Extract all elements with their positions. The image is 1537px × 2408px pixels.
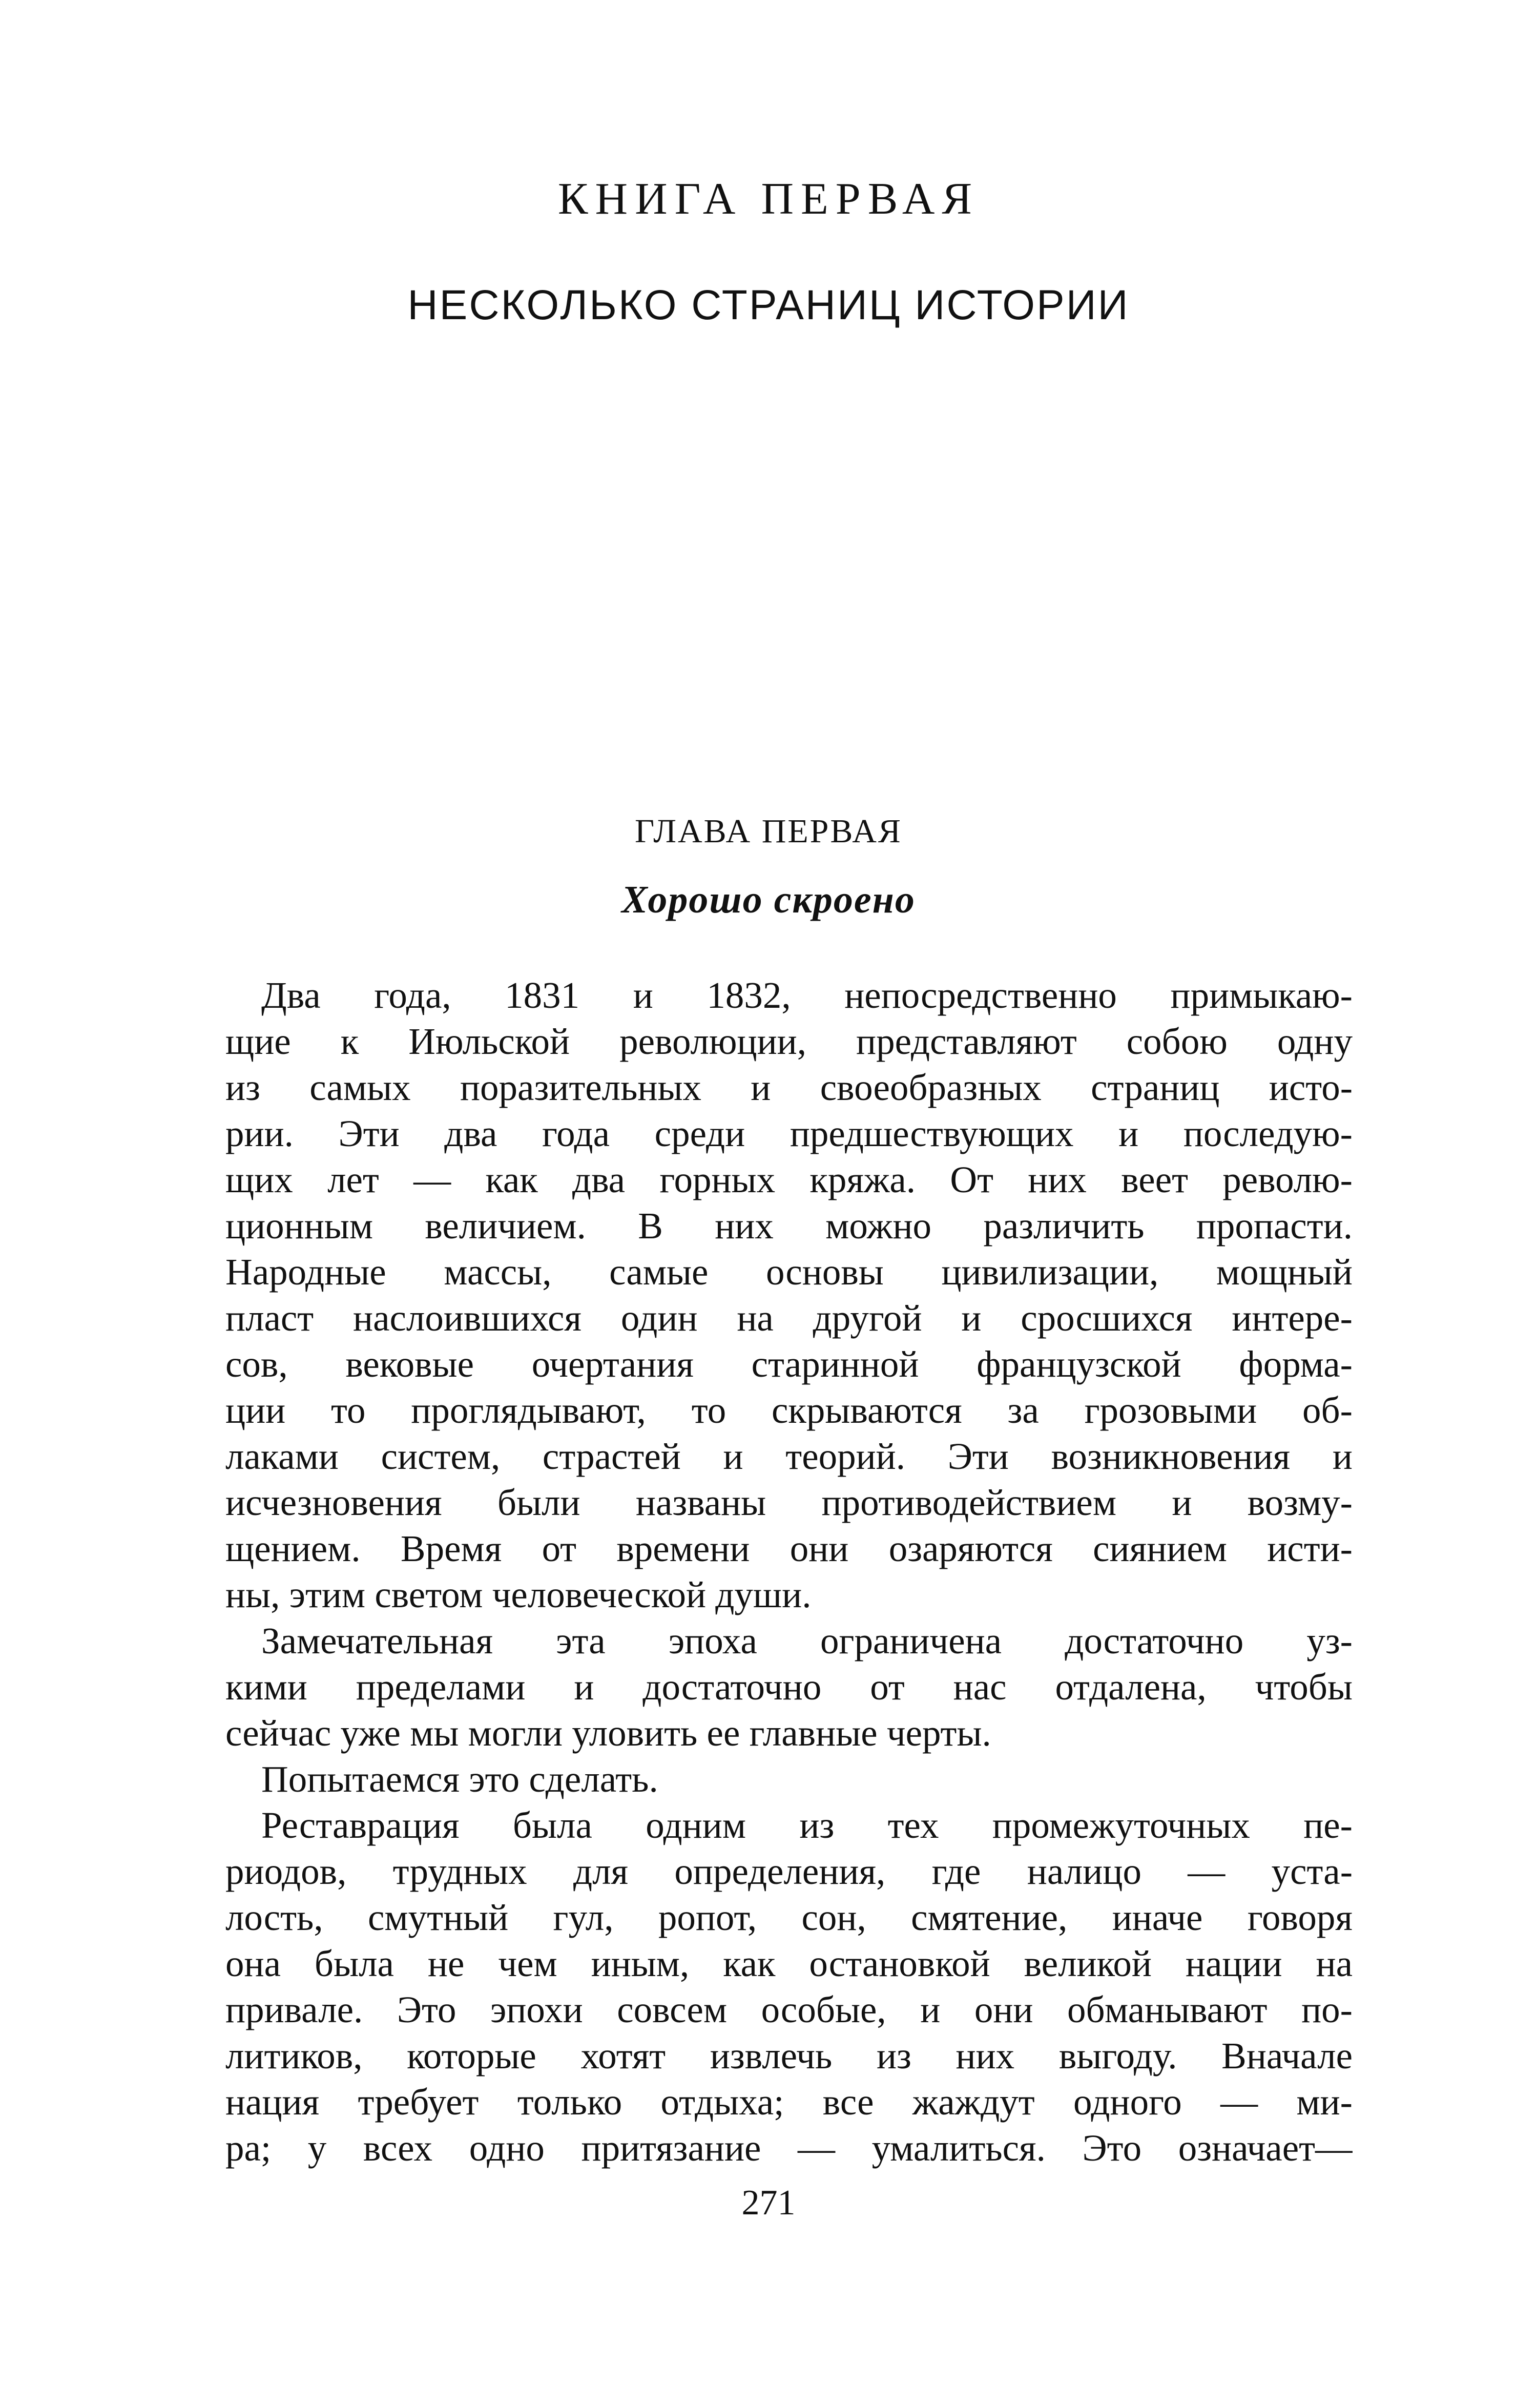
text-line: Попытаемся это сделать. [261,1758,658,1800]
text-line: ра; у всех одно притязание — умалиться. Это означает— [225,2127,1353,2169]
book-title: КНИГА ПЕРВАЯ [557,174,980,224]
text-line: лаками систем, страстей и теорий. Эти возникновения и [225,1436,1353,1477]
text-line: ции то проглядывают, то скрываются за грозовыми об- [225,1389,1353,1431]
text-line: исчезновения были названы противодействием и возму- [225,1482,1353,1523]
page-number: 271 [741,2183,796,2223]
text-line: из самых поразительных и своеобразных страниц исто- [225,1067,1353,1108]
text-line: Замечательная эта эпоха ограничена достаточно уз- [261,1620,1353,1662]
text-line: лость, смутный гул, ропот, сон, смятение, иначе говоря [225,1897,1353,1938]
text-line: риодов, трудных для определения, где налицо — уста- [225,1851,1353,1892]
text-line: Реставрация была одним из тех промежуточных пе- [261,1804,1353,1846]
text-line: ны, этим светом человеческой души. [225,1574,812,1615]
chapter-subtitle: Хорошо скроено [621,878,916,921]
chapter-label: ГЛАВА ПЕРВАЯ [635,813,902,850]
text-line: Народные массы, самые основы цивилизации, мощный [225,1251,1353,1293]
part-title: НЕСКОЛЬКО СТРАНИЦ ИСТОРИИ [407,282,1130,328]
text-line: рии. Эти два года среди предшествующих и последую- [225,1113,1353,1154]
text-line: Два года, 1831 и 1832, непосредственно примыкаю- [261,974,1353,1016]
text-line: литиков, которые хотят извлечь из них выгоду. Вначале [225,2035,1353,2077]
text-line: нация требует только отдыха; все жаждут одного — ми- [225,2081,1353,2123]
text-line: привале. Это эпохи совсем особые, и они обманывают по- [225,1989,1353,2030]
text-line: кими пределами и достаточно от нас отдалена, чтобы [225,1666,1353,1708]
text-line: ционным величием. В них можно различить пропасти. [225,1205,1353,1247]
text-line: сейчас уже мы могли уловить ее главные черты. [225,1712,991,1754]
text-line: пласт наслоившихся один на другой и сросшихся интере- [225,1297,1353,1339]
text-line: щением. Время от времени они озаряются сиянием исти- [225,1528,1353,1569]
text-line: щие к Июльской революции, представляют собою одну [225,1021,1353,1062]
body-text [225,972,1353,2171]
text-line: она была не чем иным, как остановкой великой нации на [225,1943,1353,1984]
text-line: сов, вековые очертания старинной французской форма- [225,1343,1353,1385]
text-line: щих лет — как два горных кряжа. От них веет револю- [225,1159,1353,1200]
